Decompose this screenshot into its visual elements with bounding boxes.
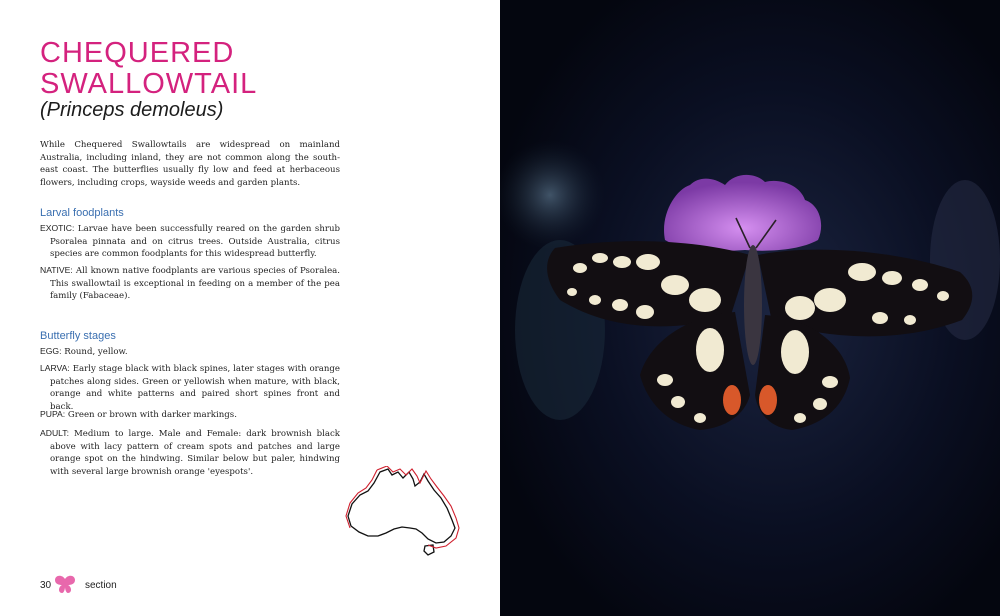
photo-page [500, 0, 1000, 616]
butterfly-icon [53, 572, 77, 596]
page-title [40, 38, 257, 100]
native-label: NATIVE: [40, 265, 73, 275]
pupa-text: Green or brown with darker markings. [67, 410, 237, 420]
adult-text: Medium to large. Male and Female: dark brownish black above with lacy pattern of cream spots and patches and large orange spot on the hindwing. Similar below but paler, hindwing with several large brownish orange 'eyespots'. [50, 429, 341, 477]
title-line-1: CHEQUERED [40, 37, 235, 69]
exotic-label: EXOTIC: [40, 223, 75, 233]
australia-outline [348, 469, 455, 543]
left-orange-spot [723, 385, 741, 415]
title-line-2: SWALLOWTAIL [40, 68, 258, 100]
larva-paragraph [40, 362, 340, 413]
larva-label: LARVA: [40, 363, 70, 373]
egg-text: Round, yellow. [64, 347, 128, 357]
adult-label: ADULT: [40, 428, 69, 438]
native-text: All known native foodplants are various species of Psoralea. This swallowtail is exceptional in feeding on a member of the pea family (Fabaceae). [50, 266, 341, 301]
larval-foodplants-heading: Larval foodplants [40, 207, 124, 219]
pupa-paragraph [40, 408, 340, 422]
butterfly-body [744, 245, 762, 365]
butterfly-photo [500, 0, 1000, 616]
intro-paragraph: While Chequered Swallowtails are widespread on mainland Australia, including inland, they are not common along the south-east coast. The butterflies usually fly low and feed at herbaceous flowers, including crops, wayside weeds and garden plants. [40, 140, 340, 188]
scientific-name: (Princeps demoleus) [40, 99, 224, 121]
section-label: section [85, 580, 117, 591]
australia-distribution-map [340, 466, 465, 560]
native-paragraph [40, 264, 340, 303]
right-orange-spot [759, 385, 777, 415]
exotic-text: Larvae have been successfully reared on the garden shrub Psoralea pinnata and on citrus trees. Outside Australia, citrus species are common foodplants for this widespread butterfly. [50, 224, 341, 259]
butterfly-stages-heading: Butterfly stages [40, 330, 116, 342]
egg-paragraph [40, 345, 340, 359]
adult-paragraph [40, 427, 340, 478]
pupa-label: PUPA: [40, 409, 66, 419]
egg-label: EGG: [40, 346, 62, 356]
page-number: 30 [40, 580, 52, 591]
spiky-plant-left [500, 140, 605, 250]
exotic-paragraph [40, 222, 340, 261]
larva-text: Early stage black with black spines, later stages with orange patches along sides. Green or yellowish when mature, with black, orange and white patterns and paired short spines front and back. [50, 364, 340, 412]
